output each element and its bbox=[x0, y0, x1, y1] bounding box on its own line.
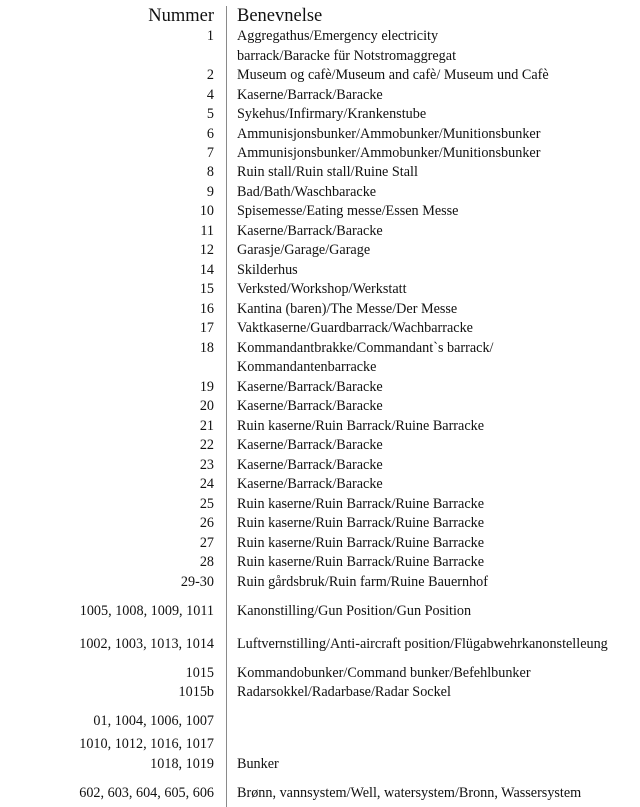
building-number: 15 bbox=[199, 281, 214, 297]
building-number: 21 bbox=[199, 417, 214, 434]
table-row bbox=[0, 339, 640, 358]
table-row bbox=[0, 436, 640, 455]
table-row bbox=[0, 456, 640, 475]
building-name: Museum og cafè/Museum and cafè/ Museum und Cafè bbox=[237, 67, 549, 83]
table-row bbox=[0, 280, 640, 299]
building-number: 22 bbox=[199, 437, 214, 453]
building-number: 20 bbox=[199, 398, 214, 414]
table-row bbox=[0, 319, 640, 338]
building-number: 4 bbox=[206, 86, 214, 103]
building-name: Kaserne/Barrack/Baracke bbox=[237, 378, 383, 395]
table-row bbox=[0, 66, 640, 85]
building-number: 1 bbox=[206, 28, 214, 44]
building-number: 5 bbox=[206, 106, 214, 122]
building-number: 6 bbox=[206, 125, 214, 142]
building-name: Aggregathus/Emergency electricity bbox=[237, 28, 439, 44]
building-number: 16 bbox=[199, 300, 214, 317]
building-name: Kantina (baren)/The Messe/Der Messe bbox=[237, 300, 458, 317]
building-name: Kommandantbrakke/Commandant`s barrack/ bbox=[237, 339, 494, 356]
building-number: 1018, 1019 bbox=[150, 756, 214, 772]
table-row bbox=[0, 417, 640, 436]
building-number: 19 bbox=[199, 378, 214, 395]
building-number: 18 bbox=[199, 339, 214, 356]
table-row bbox=[0, 514, 640, 533]
building-name: Vaktkaserne/Guardbarrack/Wachbarracke bbox=[237, 320, 473, 336]
building-name: Skilderhus bbox=[237, 261, 298, 278]
table-row bbox=[0, 635, 640, 654]
table-row bbox=[0, 202, 640, 221]
table-row bbox=[0, 222, 640, 241]
building-number: 01, 1004, 1006, 1007 bbox=[93, 713, 214, 729]
building-name: Garasje/Garage/Garage bbox=[237, 242, 371, 258]
table-row bbox=[0, 712, 640, 731]
building-number: 17 bbox=[199, 320, 214, 336]
table-row bbox=[0, 475, 640, 494]
table-row bbox=[0, 573, 640, 592]
building-name: Kaserne/Barrack/Baracke bbox=[237, 456, 383, 473]
table-row bbox=[0, 784, 640, 803]
table-row bbox=[0, 397, 640, 416]
table-row bbox=[0, 755, 640, 774]
building-number: 7 bbox=[206, 145, 214, 161]
building-name: Spisemesse/Eating messe/Essen Messe bbox=[237, 203, 459, 219]
building-name: Luftvernstilling/Anti-aircraft position/Flügabwehrkanonstelleung bbox=[237, 636, 608, 652]
building-name: Bunker bbox=[237, 756, 279, 772]
building-name: Kaserne/Barrack/Baracke bbox=[237, 476, 383, 492]
building-name: Verksted/Workshop/Werkstatt bbox=[237, 281, 407, 297]
table-row bbox=[0, 163, 640, 182]
building-number: 23 bbox=[199, 456, 214, 473]
table-row bbox=[0, 534, 640, 553]
table-row bbox=[0, 495, 640, 514]
building-name: Bad/Bath/Waschbaracke bbox=[237, 183, 377, 200]
building-number: 602, 603, 604, 605, 606 bbox=[79, 785, 214, 801]
building-number: 9 bbox=[206, 183, 214, 200]
building-number: 1002, 1003, 1013, 1014 bbox=[79, 636, 214, 652]
table-row bbox=[0, 27, 640, 46]
building-name: Ruin kaserne/Ruin Barrack/Ruine Barracke bbox=[237, 515, 485, 531]
building-number: 8 bbox=[206, 164, 214, 180]
table-row bbox=[0, 105, 640, 124]
building-number: 24 bbox=[199, 476, 214, 492]
table-row bbox=[0, 183, 640, 202]
building-name: Ammunisjonsbunker/Ammobunker/Munitionsbunker bbox=[237, 125, 541, 142]
table-row bbox=[0, 125, 640, 144]
table-row bbox=[0, 241, 640, 260]
building-name: Ruin kaserne/Ruin Barrack/Ruine Barracke bbox=[237, 417, 485, 434]
table-row bbox=[0, 300, 640, 319]
building-name: Kaserne/Barrack/Baracke bbox=[237, 437, 383, 453]
table-row bbox=[0, 378, 640, 397]
building-name: Kaserne/Barrack/Baracke bbox=[237, 222, 383, 239]
building-number: 1015 bbox=[185, 665, 214, 681]
building-number: 14 bbox=[199, 261, 214, 278]
table-row bbox=[0, 358, 640, 377]
building-number: 28 bbox=[199, 554, 214, 570]
table-row bbox=[0, 86, 640, 105]
building-name: Ruin kaserne/Ruin Barrack/Ruine Barracke bbox=[237, 554, 485, 570]
table-row bbox=[0, 553, 640, 572]
building-number: 12 bbox=[199, 242, 214, 258]
building-number: 1010, 1012, 1016, 1017 bbox=[79, 736, 214, 752]
building-name: Kommandobunker/Command bunker/Befehlbunker bbox=[237, 665, 531, 681]
table-row bbox=[0, 735, 640, 754]
building-number: 27 bbox=[199, 534, 214, 551]
building-name: Kommandantenbarracke bbox=[237, 359, 377, 375]
building-number: 26 bbox=[199, 515, 214, 531]
building-name: Ruin gårdsbruk/Ruin farm/Ruine Bauernhof bbox=[237, 573, 488, 590]
number-column-header: Nummer bbox=[148, 6, 214, 26]
building-number: 11 bbox=[200, 222, 214, 239]
building-number: 29-30 bbox=[180, 573, 214, 590]
building-name: Ruin stall/Ruin stall/Ruine Stall bbox=[237, 164, 418, 180]
building-number: 10 bbox=[199, 203, 214, 219]
building-number: 25 bbox=[199, 495, 214, 512]
building-number: 2 bbox=[206, 67, 214, 83]
building-name: Brønn, vannsystem/Well, watersystem/Bronn, Wassersystem bbox=[237, 785, 582, 801]
building-number: 1005, 1008, 1009, 1011 bbox=[79, 603, 214, 619]
building-name: Ruin kaserne/Ruin Barrack/Ruine Barracke bbox=[237, 495, 485, 512]
building-name: Kaserne/Barrack/Baracke bbox=[237, 86, 383, 103]
table-row bbox=[0, 664, 640, 683]
building-name: Ammunisjonsbunker/Ammobunker/Munitionsbunker bbox=[237, 145, 541, 161]
building-name: barrack/Baracke für Notstromaggregat bbox=[237, 47, 457, 64]
table-row bbox=[0, 683, 640, 702]
building-name: Kaserne/Barrack/Baracke bbox=[237, 398, 383, 414]
building-name: Radarsokkel/Radarbase/Radar Sockel bbox=[237, 684, 451, 700]
name-column-header: Benevnelse bbox=[237, 6, 323, 26]
table-row bbox=[0, 602, 640, 621]
table-row bbox=[0, 144, 640, 163]
building-number: 1015b bbox=[178, 684, 214, 700]
building-name: Sykehus/Infirmary/Krankenstube bbox=[237, 106, 427, 122]
table-row bbox=[0, 261, 640, 280]
table-row bbox=[0, 47, 640, 66]
building-name: Kanonstilling/Gun Position/Gun Position bbox=[237, 603, 472, 619]
building-name: Ruin kaserne/Ruin Barrack/Ruine Barracke bbox=[237, 534, 485, 551]
